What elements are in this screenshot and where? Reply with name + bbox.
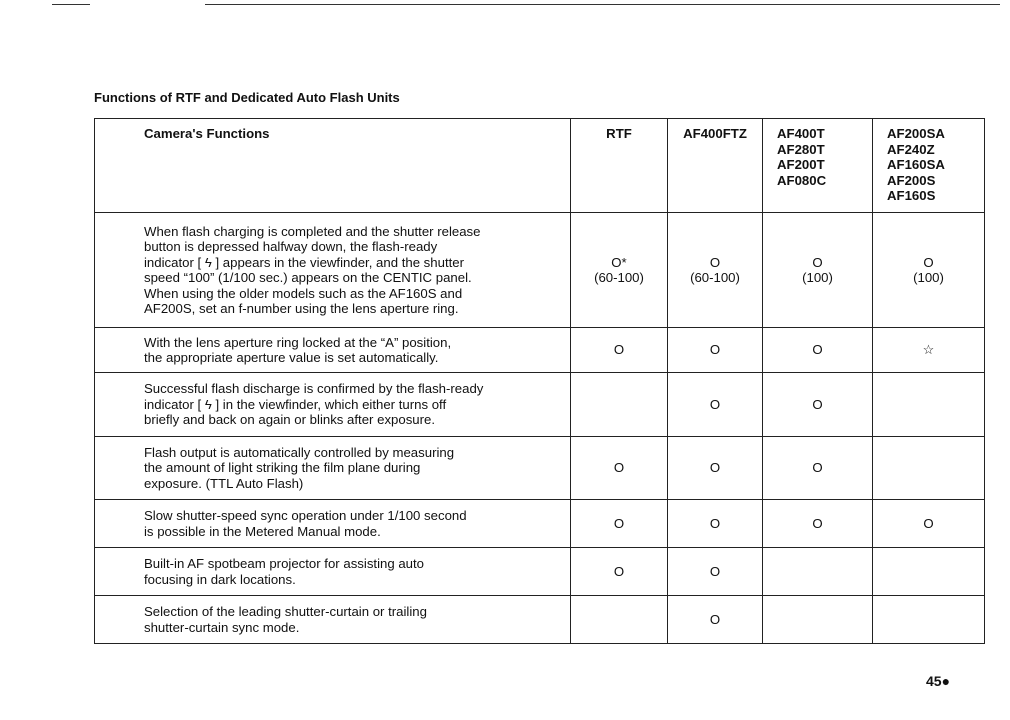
model-name: AF400FTZ xyxy=(683,126,747,141)
support-mark: (100) xyxy=(913,270,944,285)
table-row xyxy=(95,328,985,373)
description-line: the amount of light striking the film plane during xyxy=(144,460,421,476)
model-name: AF200SA xyxy=(887,126,945,141)
table-row xyxy=(95,500,985,548)
description-line: Successful flash discharge is confirmed by the flash-ready xyxy=(144,381,484,397)
functions-table xyxy=(94,118,985,644)
model-name: RTF xyxy=(606,126,632,141)
description-line: shutter-curtain sync mode. xyxy=(144,619,300,635)
description-line: AF200S, set an f-number using the lens aperture ring. xyxy=(144,301,459,316)
table-row xyxy=(95,596,985,644)
model-name: AF200S xyxy=(887,172,936,188)
support-cell xyxy=(668,328,763,373)
support-mark: O xyxy=(812,254,823,270)
description-line: indicator [ ϟ ] in the viewfinder, which either turns off xyxy=(144,396,447,412)
page-title: Functions of RTF and Dedicated Auto Flash Units xyxy=(94,90,400,105)
support-mark: O xyxy=(709,342,721,358)
support-cell xyxy=(873,548,985,596)
support-mark: O xyxy=(923,515,934,531)
support-mark: O xyxy=(709,563,721,579)
description-line: Flash output is automatically controlled by measuring xyxy=(144,444,455,460)
support-mark: O xyxy=(812,396,823,412)
support-cell xyxy=(763,596,873,644)
support-cell xyxy=(763,213,873,328)
table-body xyxy=(95,213,985,644)
support-mark: O xyxy=(812,515,823,531)
support-cell xyxy=(571,213,668,328)
support-mark: (100) xyxy=(802,270,833,285)
description-line: focusing in dark locations. xyxy=(144,571,296,587)
description-line: speed “100” (1/100 sec.) appears on the CENTIC panel. xyxy=(144,270,472,285)
support-mark: O xyxy=(709,515,721,531)
support-cell xyxy=(763,373,873,437)
model-name: AF160S xyxy=(887,188,936,203)
table-row xyxy=(95,213,985,328)
support-cell xyxy=(763,548,873,596)
description-line: button is depressed halfway down, the flash-ready xyxy=(144,239,438,254)
support-cell xyxy=(571,548,668,596)
function-description xyxy=(95,213,571,328)
description-line: exposure. (TTL Auto Flash) xyxy=(144,475,304,491)
table-row xyxy=(95,437,985,500)
model-name: AF200T xyxy=(777,157,825,172)
support-mark: (60-100) xyxy=(690,270,740,285)
function-description xyxy=(95,328,571,373)
support-mark: (60-100) xyxy=(594,270,644,285)
model-name: AF280T xyxy=(777,141,825,157)
description-line: With the lens aperture ring locked at the “A” position, xyxy=(144,334,452,350)
header-col xyxy=(571,119,668,213)
model-name: AF400T xyxy=(777,126,825,141)
support-mark: O xyxy=(709,611,721,627)
support-cell xyxy=(763,500,873,548)
support-cell xyxy=(668,548,763,596)
support-mark: O xyxy=(709,460,721,476)
model-name: AF080C xyxy=(777,172,827,188)
star-mark: ☆ xyxy=(922,342,935,358)
support-mark: O* xyxy=(611,254,627,270)
header-col xyxy=(873,119,985,213)
function-description xyxy=(95,437,571,500)
header-col xyxy=(668,119,763,213)
support-mark: O xyxy=(613,563,625,579)
support-mark: O xyxy=(613,515,625,531)
function-description xyxy=(95,373,571,437)
header-functions: Camera's Functions xyxy=(95,119,571,213)
support-cell xyxy=(873,328,985,373)
support-cell xyxy=(571,596,668,644)
description-line: indicator [ ϟ ] appears in the viewfinder, and the shutter xyxy=(144,254,465,270)
support-cell xyxy=(873,437,985,500)
support-cell xyxy=(668,213,763,328)
support-cell xyxy=(763,437,873,500)
model-name: AF240Z xyxy=(887,141,935,157)
support-cell xyxy=(763,328,873,373)
description-line: Built-in AF spotbeam projector for assisting auto xyxy=(144,556,425,571)
support-cell xyxy=(571,328,668,373)
table-header-row xyxy=(95,119,985,213)
support-mark: O xyxy=(812,342,823,358)
support-cell xyxy=(571,437,668,500)
function-description xyxy=(95,548,571,596)
support-cell xyxy=(873,213,985,328)
top-rule-short xyxy=(52,4,90,5)
support-cell xyxy=(873,373,985,437)
support-cell xyxy=(571,373,668,437)
model-name: AF160SA xyxy=(887,157,945,172)
description-line: Slow shutter-speed sync operation under 1/100 second xyxy=(144,508,467,523)
top-rule-long xyxy=(205,4,1000,5)
page-number: 45● xyxy=(926,673,951,689)
support-mark: O xyxy=(613,460,625,476)
table-row xyxy=(95,373,985,437)
function-description xyxy=(95,596,571,644)
support-mark: O xyxy=(812,460,823,476)
description-line: is possible in the Metered Manual mode. xyxy=(144,523,381,539)
support-cell xyxy=(668,437,763,500)
description-line: Selection of the leading shutter-curtain or trailing xyxy=(144,604,427,619)
support-cell xyxy=(873,596,985,644)
support-mark: O xyxy=(709,254,721,270)
description-line: When flash charging is completed and the shutter release xyxy=(144,223,481,239)
function-description xyxy=(95,500,571,548)
support-mark: O xyxy=(709,396,721,412)
description-line: When using the older models such as the AF160S and xyxy=(144,285,463,301)
description-line: the appropriate aperture value is set automatically. xyxy=(144,350,439,365)
support-cell xyxy=(668,500,763,548)
support-cell xyxy=(668,596,763,644)
support-mark: O xyxy=(613,342,625,358)
support-cell xyxy=(668,373,763,437)
header-col xyxy=(763,119,873,213)
support-mark: O xyxy=(923,254,934,270)
description-line: briefly and back on again or blinks after exposure. xyxy=(144,412,436,428)
table-row xyxy=(95,548,985,596)
support-cell xyxy=(873,500,985,548)
support-cell xyxy=(571,500,668,548)
